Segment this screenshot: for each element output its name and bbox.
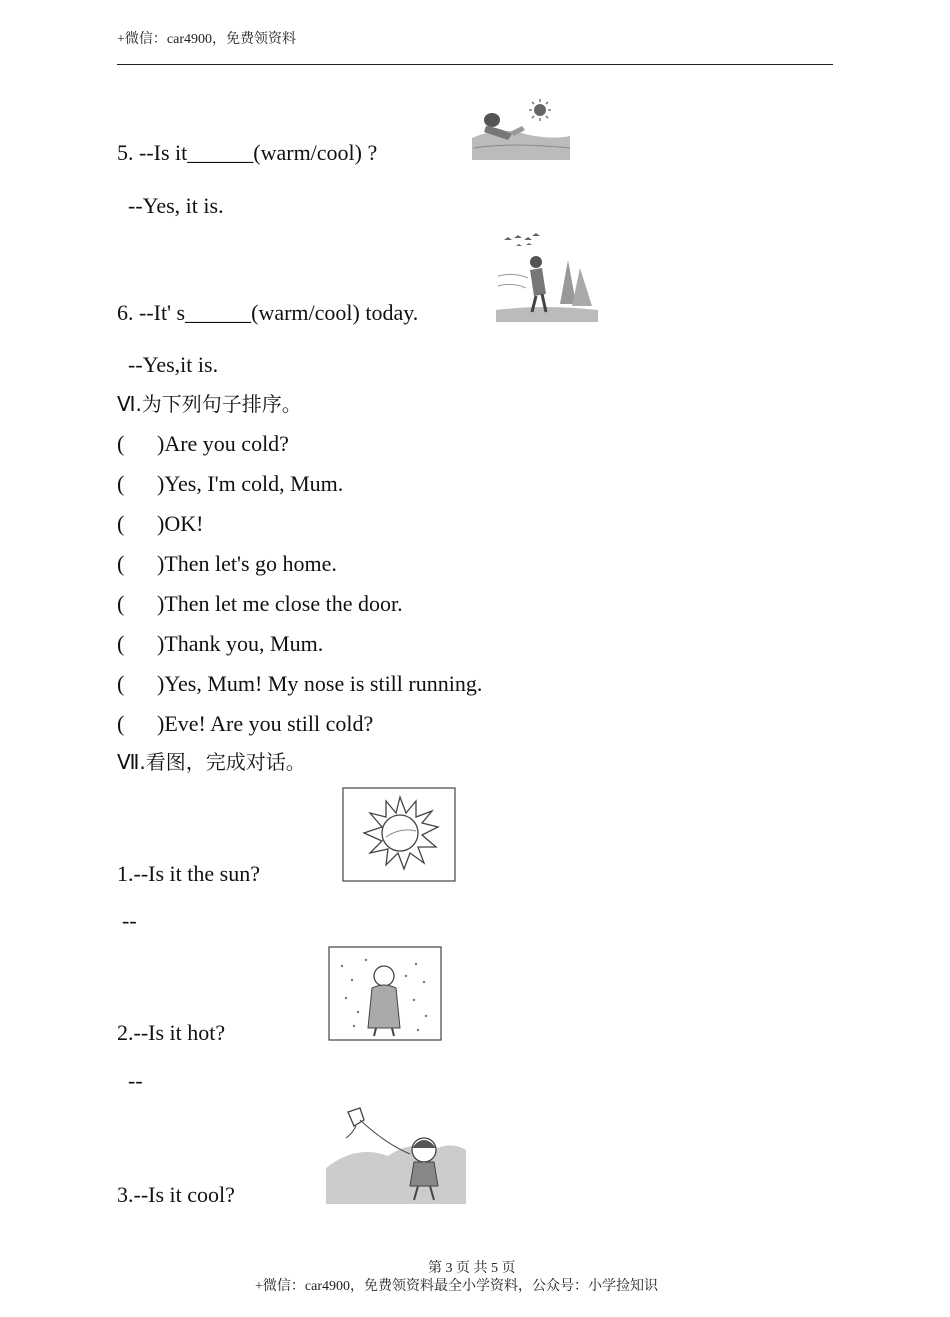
order-blank[interactable]: (	[117, 631, 125, 656]
q5-question: 5. --Is it______(warm/cool) ?	[117, 140, 378, 165]
order-item	[117, 551, 337, 577]
header-rule	[117, 64, 833, 65]
order-item	[117, 471, 343, 497]
kite-flying-picture	[326, 1104, 466, 1204]
order-blank[interactable]: (	[117, 711, 125, 736]
order-item-text: )OK!	[157, 511, 204, 536]
order-item-text: )Thank you, Mum.	[157, 631, 324, 656]
vii-q3-question: 3.--Is it cool?	[117, 1182, 235, 1207]
order-item	[117, 671, 482, 697]
header-text: +微信：car4900，免费领资料	[117, 32, 296, 47]
section-vi-title: Ⅵ.为下列句子排序。	[117, 392, 302, 416]
vii-q2-question: 2.--Is it hot?	[117, 1020, 226, 1045]
order-item-text: )Yes, Mum! My nose is still running.	[157, 671, 483, 696]
order-blank[interactable]: (	[117, 471, 125, 496]
cold-snow-picture	[328, 946, 442, 1042]
q6-answer: --Yes,it is.	[128, 352, 219, 377]
order-item-text: )Then let's go home.	[157, 551, 337, 576]
vii-q1-answer: --	[122, 908, 137, 933]
page-number: 第 3 页 共 5 页	[428, 1261, 516, 1276]
order-blank[interactable]: (	[117, 671, 125, 696]
warm-day-sunbathing-illustration	[470, 98, 572, 162]
order-item-text: )Yes, I'm cold, Mum.	[157, 471, 344, 496]
footer-note: +微信：car4900，免费领资料最全小学资料，公众号：小学捡知识	[255, 1279, 658, 1294]
order-blank[interactable]: (	[117, 511, 125, 536]
vii-q2-answer: --	[128, 1068, 143, 1093]
cool-windy-day-illustration	[494, 232, 598, 322]
section-vii-title: Ⅶ.看图，完成对话。	[117, 750, 306, 774]
order-item-text: )Eve! Are you still cold?	[157, 711, 374, 736]
order-item	[117, 711, 373, 737]
order-item	[117, 631, 323, 657]
vii-q1-question: 1.--Is it the sun?	[117, 861, 260, 886]
q5-answer: --Yes, it is.	[128, 193, 224, 218]
order-item-text: )Are you cold?	[157, 431, 289, 456]
order-blank[interactable]: (	[117, 431, 125, 456]
order-item-text: )Then let me close the door.	[157, 591, 403, 616]
order-item	[117, 591, 403, 617]
q6-question: 6. --It' s______(warm/cool) today.	[117, 300, 419, 325]
order-blank[interactable]: (	[117, 591, 125, 616]
order-item	[117, 511, 203, 537]
sun-picture	[342, 787, 456, 883]
order-item	[117, 431, 289, 457]
order-blank[interactable]: (	[117, 551, 125, 576]
